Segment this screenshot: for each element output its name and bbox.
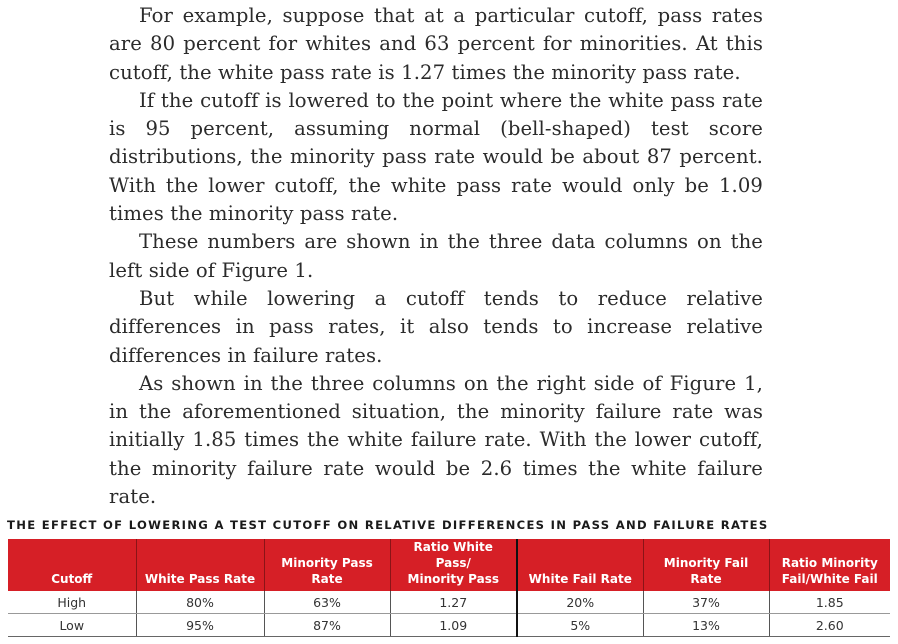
col-header-cutoff: Cutoff: [8, 539, 136, 591]
cell-ratio-pass: 1.27: [390, 591, 517, 614]
cell-minority-fail: 37%: [643, 591, 769, 614]
cell-minority-pass: 87%: [264, 614, 390, 637]
cell-minority-fail: 13%: [643, 614, 769, 637]
cell-ratio-pass: 1.09: [390, 614, 517, 637]
cell-white-pass: 80%: [136, 591, 264, 614]
data-table: [8, 539, 890, 637]
col-header-minority-fail-rate: Minority Fail Rate: [643, 539, 769, 591]
article-body: [109, 2, 763, 511]
col-header-ratio-fail: Ratio Minority Fail/White Fail: [769, 539, 890, 591]
cell-ratio-fail: 2.60: [769, 614, 890, 637]
paragraph: For example, suppose that at a particular cutoff, pass rates are 80 percent for whites and 63 percent for minorities. At this cutoff, the white pass rate is 1.27 times the minority pass rate.: [109, 4, 763, 84]
cell-minority-pass: 63%: [264, 591, 390, 614]
col-header-ratio-pass: Ratio White Pass/ Minority Pass: [390, 539, 517, 591]
cell-white-fail: 20%: [517, 591, 643, 614]
col-header-minority-pass-rate: Minority Pass Rate: [264, 539, 390, 591]
col-header-white-fail-rate: White Fail Rate: [517, 539, 643, 591]
paragraph: But while lowering a cutoff tends to reduce relative differences in pass rates, it also tends to increase relative differences in failure rates.: [109, 286, 763, 367]
cell-white-pass: 95%: [136, 614, 264, 637]
paragraph: If the cutoff is lowered to the point where the white pass rate is 95 percent, assuming normal (bell-shaped) test score distributions, the minority pass rate would be about 87 percent. With the lower cutoff, the white pass rate would only be 1.09 times the minority pass rate.: [109, 88, 763, 226]
table-row: [8, 614, 890, 637]
table-row: [8, 591, 890, 614]
table-header-row: [8, 539, 890, 591]
cell-cutoff: High: [8, 591, 136, 614]
paragraph: These numbers are shown in the three data columns on the left side of Figure 1.: [109, 230, 763, 282]
cell-white-fail: 5%: [517, 614, 643, 637]
col-header-white-pass-rate: White Pass Rate: [136, 539, 264, 591]
cell-cutoff: Low: [8, 614, 136, 637]
figure-caption: THE EFFECT OF LOWERING A TEST CUTOFF ON RELATIVE DIFFERENCES IN PASS AND FAILURE RATES: [7, 518, 769, 532]
cell-ratio-fail: 1.85: [769, 591, 890, 614]
paragraph: As shown in the three columns on the right side of Figure 1, in the aforementioned situation, the minority failure rate was initially 1.85 times the white failure rate. With the lower cutoff, the minority failure rate would be 2.6 times the white failure rate.: [109, 371, 763, 509]
